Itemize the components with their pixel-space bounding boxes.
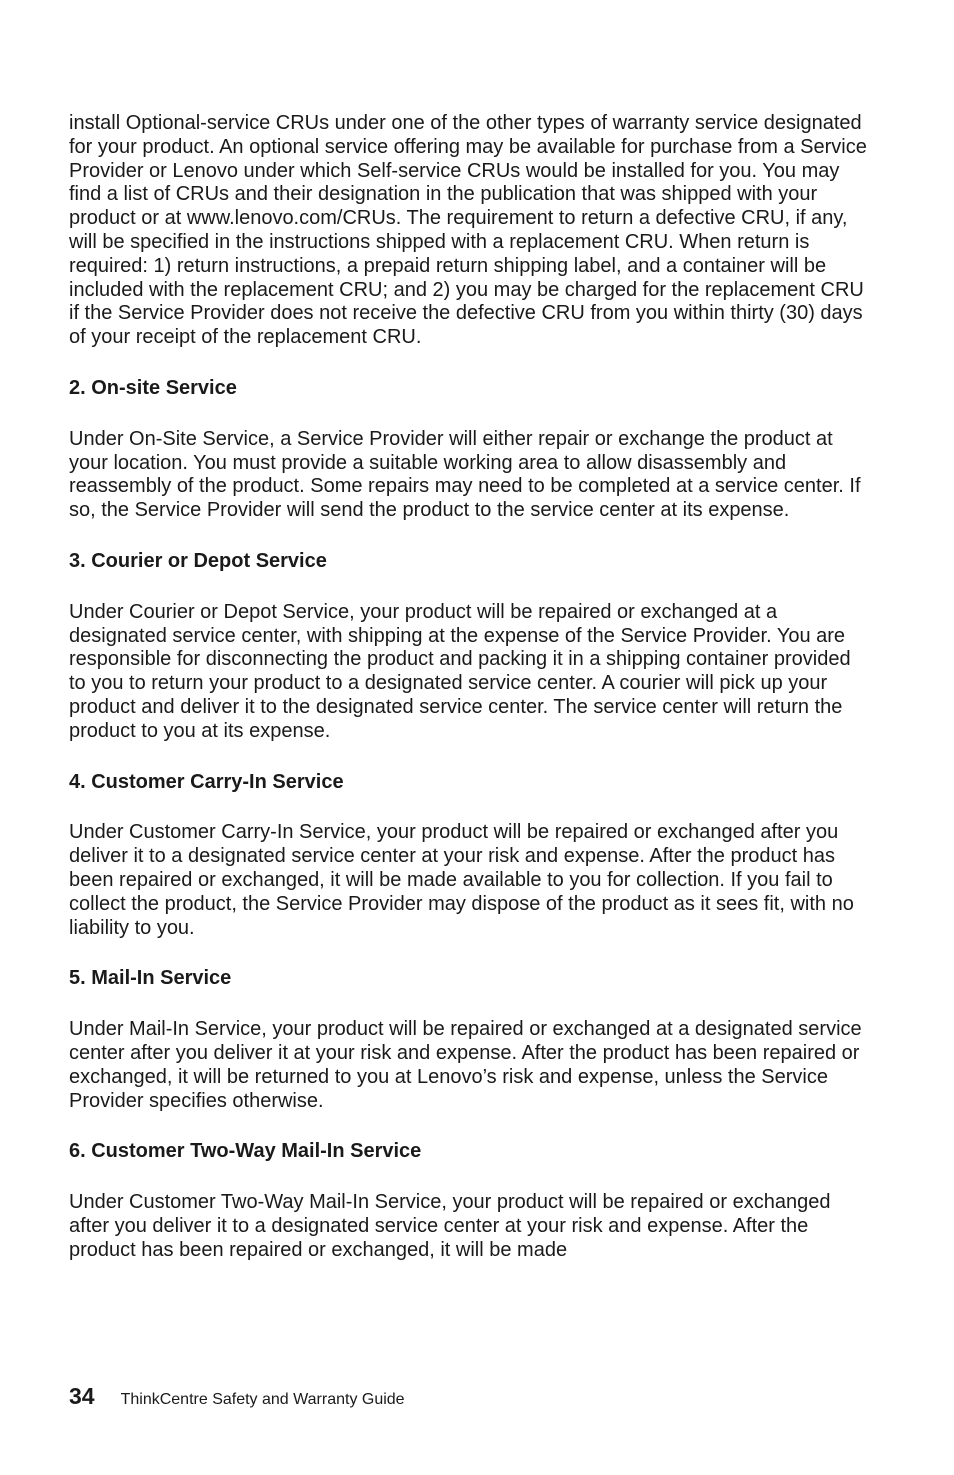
intro-paragraph: install Optional-service CRUs under one of the other types of warranty service designated for your product. An optional service offering may be available for purchase from a Service Provider or Lenovo under which Self-service CRUs would be installed for you. You may find a list of CRUs and their designation in the publication that was shipped with your product or at www.lenovo.com/CRUs. The requirement to return a defective CRU, if any, will be specified in the instructions shipped with a replacement CRU. When return is required: 1) return instructions, a prepaid return shipping label, and a container will be included with the replacement CRU; and 2) you may be charged for the replacement CRU if the Service Provider does not receive the defective CRU from you within thirty (30) days of your receipt of the replacement CRU. (69, 112, 867, 349)
section-body-customer-carry-in-service: Under Customer Carry-In Service, your product will be repaired or exchanged after you deliver it to a designated service center at your risk and expense. After the product has been repaired or exchanged, it will be made available to you for collection. If you fail to collect the product, the Service Provider may dispose of the product as it sees fit, with no liability to you. (69, 821, 854, 939)
section-body-two-way-mail-in-service: Under Customer Two-Way Mail-In Service, your product will be repaired or exchanged after you deliver it to a designated service center at your risk and expense. After the product has been repaired or exchanged, it will be made (69, 1191, 831, 1261)
section-heading-customer-carry-in-service: 4. Customer Carry-In Service (69, 770, 344, 793)
section-heading-mail-in-service: 5. Mail-In Service (69, 967, 232, 990)
page-content (69, 112, 869, 1262)
section-heading-two-way-mail-in-service: 6. Customer Two-Way Mail-In Service (69, 1140, 422, 1163)
section-body-courier-depot-service: Under Courier or Depot Service, your product will be repaired or exchanged at a designated service center, with shipping at the expense of the Service Provider. You are responsible for disconnecting the product and packing it in a shipping container provided to you to return your product to a designated service center. A courier will pick up your product and deliver it to the designated service center. The service center will return the product to you at its expense. (69, 600, 851, 742)
footer-title: ThinkCentre Safety and Warranty Guide (120, 1391, 405, 1408)
page-footer (69, 1383, 405, 1410)
section-body-on-site-service: Under On-Site Service, a Service Provider will either repair or exchange the product at your location. You must provide a suitable working area to allow disassembly and reassembly of the product. Some repairs may need to be completed at a service center. If so, the Service Provider will send the product to the service center at its expense. (69, 427, 861, 522)
page-number: 34 (69, 1383, 95, 1409)
section-heading-courier-depot-service: 3. Courier or Depot Service (69, 549, 327, 572)
section-body-mail-in-service: Under Mail-In Service, your product will be repaired or exchanged at a designated service center after you deliver it at your risk and expense. After the product has been repaired or exchanged, it will be returned to you at Lenovo’s risk and expense, unless the Service Provider specifies otherwise. (69, 1018, 862, 1112)
section-heading-on-site-service: 2. On-site Service (69, 376, 237, 399)
